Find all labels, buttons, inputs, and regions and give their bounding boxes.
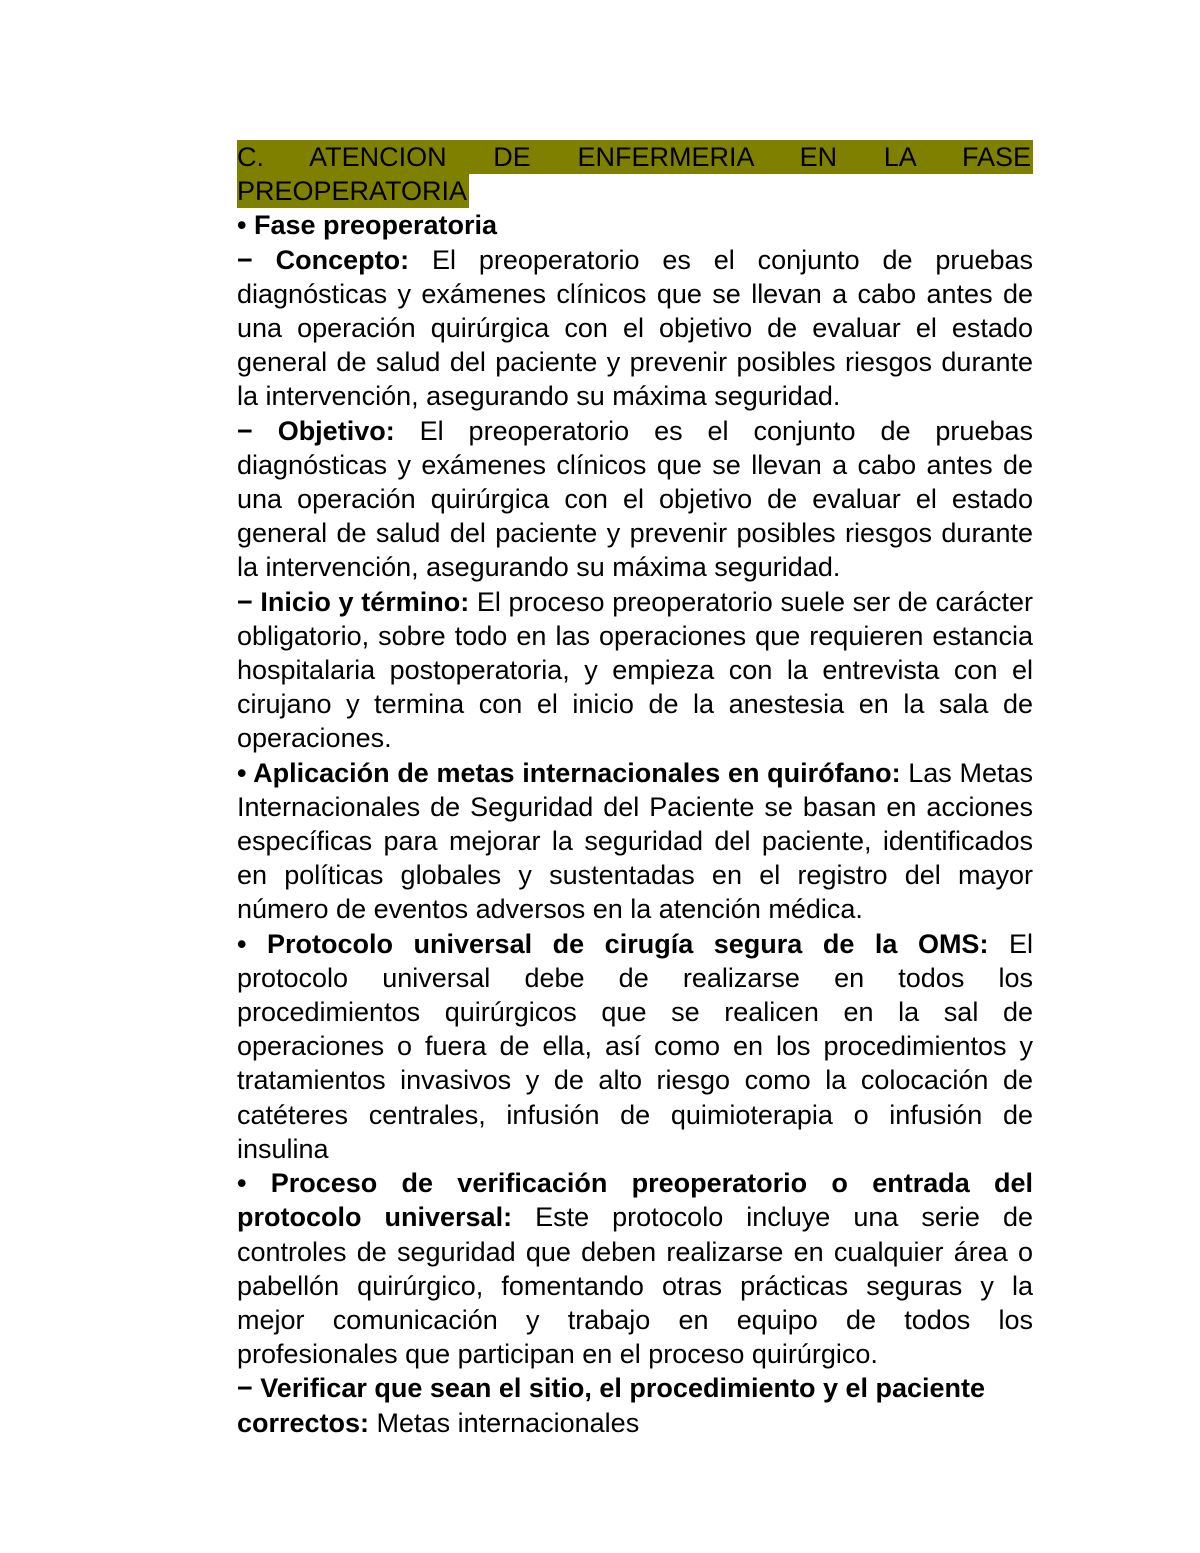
paragraph-lead: • Aplicación de metas internacionales en quirófano: <box>237 757 901 788</box>
paragraph-lead: • Protocolo universal de cirugía segura de la OMS: <box>237 928 989 959</box>
paragraph-objetivo <box>237 414 1033 585</box>
paragraph-text: El proceso preoperatorio suele ser de carácter obligatorio, sobre todo en las operaciones que requieren estancia hospitalaria postoperatoria, y empieza con la entrevista con el cirujano y termina con el inicio de la anestesia en la sala de operaciones. <box>237 586 1033 754</box>
paragraph-text: El protocolo universal debe de realizarse en todos los procedimientos quirúrgicos que se realicen en la sal de operaciones o fuera de ella, así como en los procedimientos y tratamientos invasivos y de alto riesgo como la colocación de catéteres centrales, infusión de quimioterapia o infusión de insulina <box>237 928 1033 1164</box>
paragraph-lead: • Fase preoperatoria <box>237 210 498 241</box>
paragraph-protocolo-oms <box>237 927 1033 1166</box>
paragraph-text: El preoperatorio es el conjunto de pruebas diagnósticas y exámenes clínicos que se llevan a cabo antes de una operación quirúrgica con el objetivo de evaluar el estado general de salud del paciente y prevenir posibles riesgos durante la intervención, asegurando su máxima seguridad. <box>237 244 1033 412</box>
paragraph-text: Este protocolo incluye una serie de controles de seguridad que deben realizarse en cualquier área o pabellón quirúrgico, fomentando otras prácticas seguras y la mejor comunicación y trabajo en equipo de todos los profesionales que participan en el proceso quirúrgico. <box>237 1202 1033 1370</box>
paragraph-metas-internacionales <box>237 756 1033 927</box>
paragraph-inicio-termino <box>237 585 1033 756</box>
paragraph-lead: − Concepto: <box>237 244 410 275</box>
paragraph-concepto <box>237 243 1033 414</box>
paragraph-fase-preoperatoria <box>237 208 1033 242</box>
paragraph-lead: − Verificar que sean el sitio, el procedimiento y el paciente correctos: <box>237 1373 986 1438</box>
paragraph-proceso-verificacion <box>237 1166 1033 1371</box>
section-heading-line1: C. ATENCION DE ENFERMERIA EN LA FASE <box>237 140 1033 174</box>
paragraph-lead: − Objetivo: <box>237 415 395 446</box>
paragraph-lead: • Proceso de verificación preoperatorio o entrada del protocolo universal: <box>237 1168 1033 1233</box>
section-heading <box>237 140 1033 174</box>
document-page <box>237 140 1033 1440</box>
paragraph-verificar-sitio <box>237 1371 1033 1439</box>
paragraph-text: El preoperatorio es el conjunto de pruebas diagnósticas y exámenes clínicos que se llevan a cabo antes de una operación quirúrgica con el objetivo de evaluar el estado general de salud del paciente y prevenir posibles riesgos durante la intervención, asegurando su máxima seguridad. <box>237 415 1033 583</box>
paragraph-text: Las Metas Internacionales de Seguridad del Paciente se basan en acciones específicas para mejorar la seguridad del paciente, identificados en políticas globales y sustentadas en el registro del mayor número de eventos adversos en la atención médica. <box>237 757 1033 925</box>
paragraph-text: Metas internacionales <box>369 1407 640 1438</box>
paragraph-lead: − Inicio y término: <box>237 586 470 617</box>
section-heading-line2: PREOPERATORIA <box>237 174 469 208</box>
